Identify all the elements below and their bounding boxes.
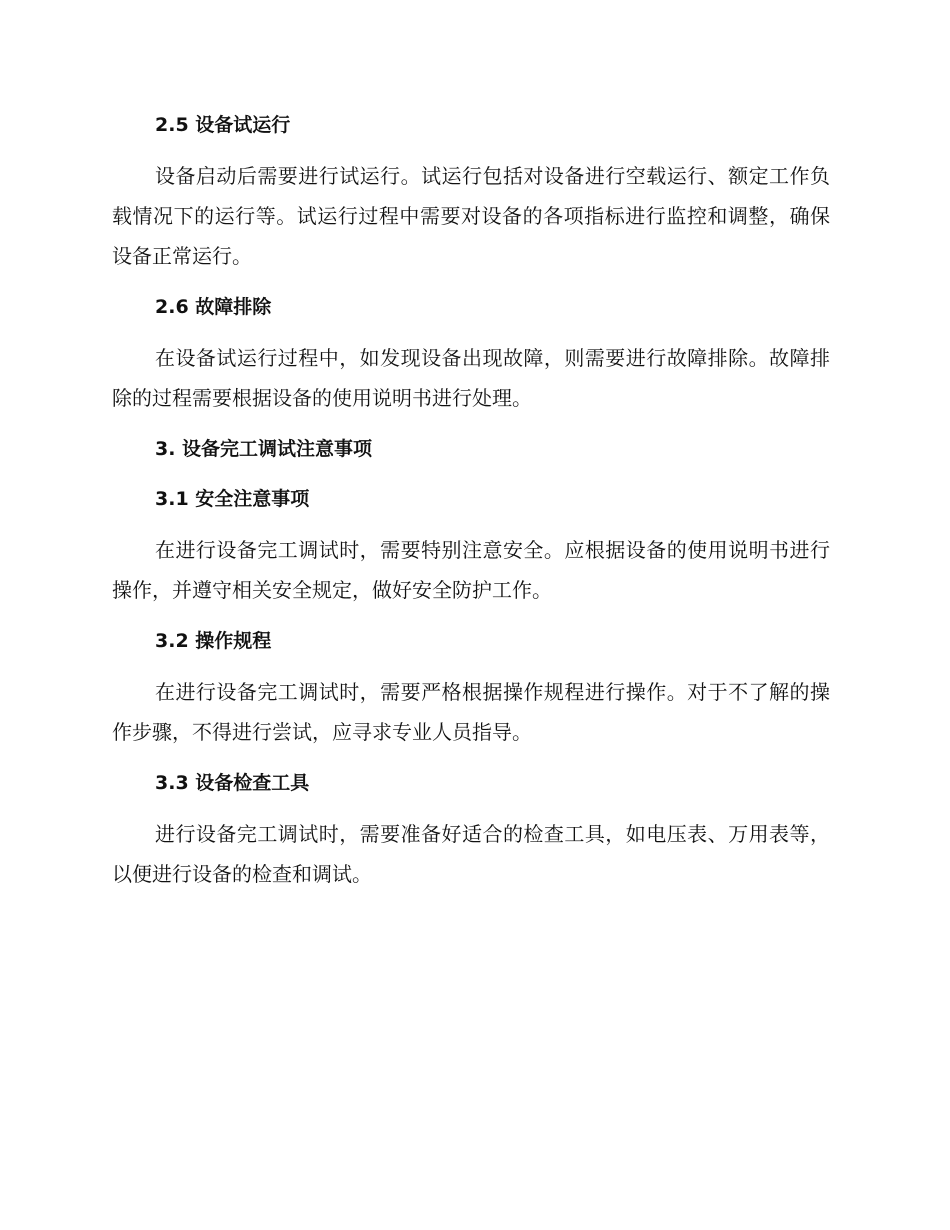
chapter-heading-3: 3. 设备完工调试注意事项 xyxy=(155,438,373,460)
section-heading-2-6: 2.6 故障排除 xyxy=(155,296,272,318)
section-paragraph-2-5: 设备启动后需要进行试运行。试运行包括对设备进行空载运行、额定工作负载情况下的运行等。试运行过程中需要对设备的各项指标进行监控和调整，确保设备正常运行。 xyxy=(112,164,830,268)
section-paragraph-3-1: 在进行设备完工调试时，需要特别注意安全。应根据设备的使用说明书进行操作，并遵守相关安全规定，做好安全防护工作。 xyxy=(112,538,830,602)
document-body xyxy=(112,106,830,906)
section-paragraph-2-6: 在设备试运行过程中，如发现设备出现故障，则需要进行故障排除。故障排除的过程需要根据设备的使用说明书进行处理。 xyxy=(112,346,830,410)
section-paragraph-3-2: 在进行设备完工调试时，需要严格根据操作规程进行操作。对于不了解的操作步骤，不得进行尝试，应寻求专业人员指导。 xyxy=(112,680,830,744)
section-paragraph-3-3: 进行设备完工调试时，需要准备好适合的检查工具，如电压表、万用表等，以便进行设备的检查和调试。 xyxy=(112,822,830,886)
section-heading-3-1: 3.1 安全注意事项 xyxy=(155,488,310,510)
section-heading-2-5: 2.5 设备试运行 xyxy=(155,114,291,136)
section-heading-3-3: 3.3 设备检查工具 xyxy=(155,772,310,794)
section-heading-3-2: 3.2 操作规程 xyxy=(155,630,272,652)
